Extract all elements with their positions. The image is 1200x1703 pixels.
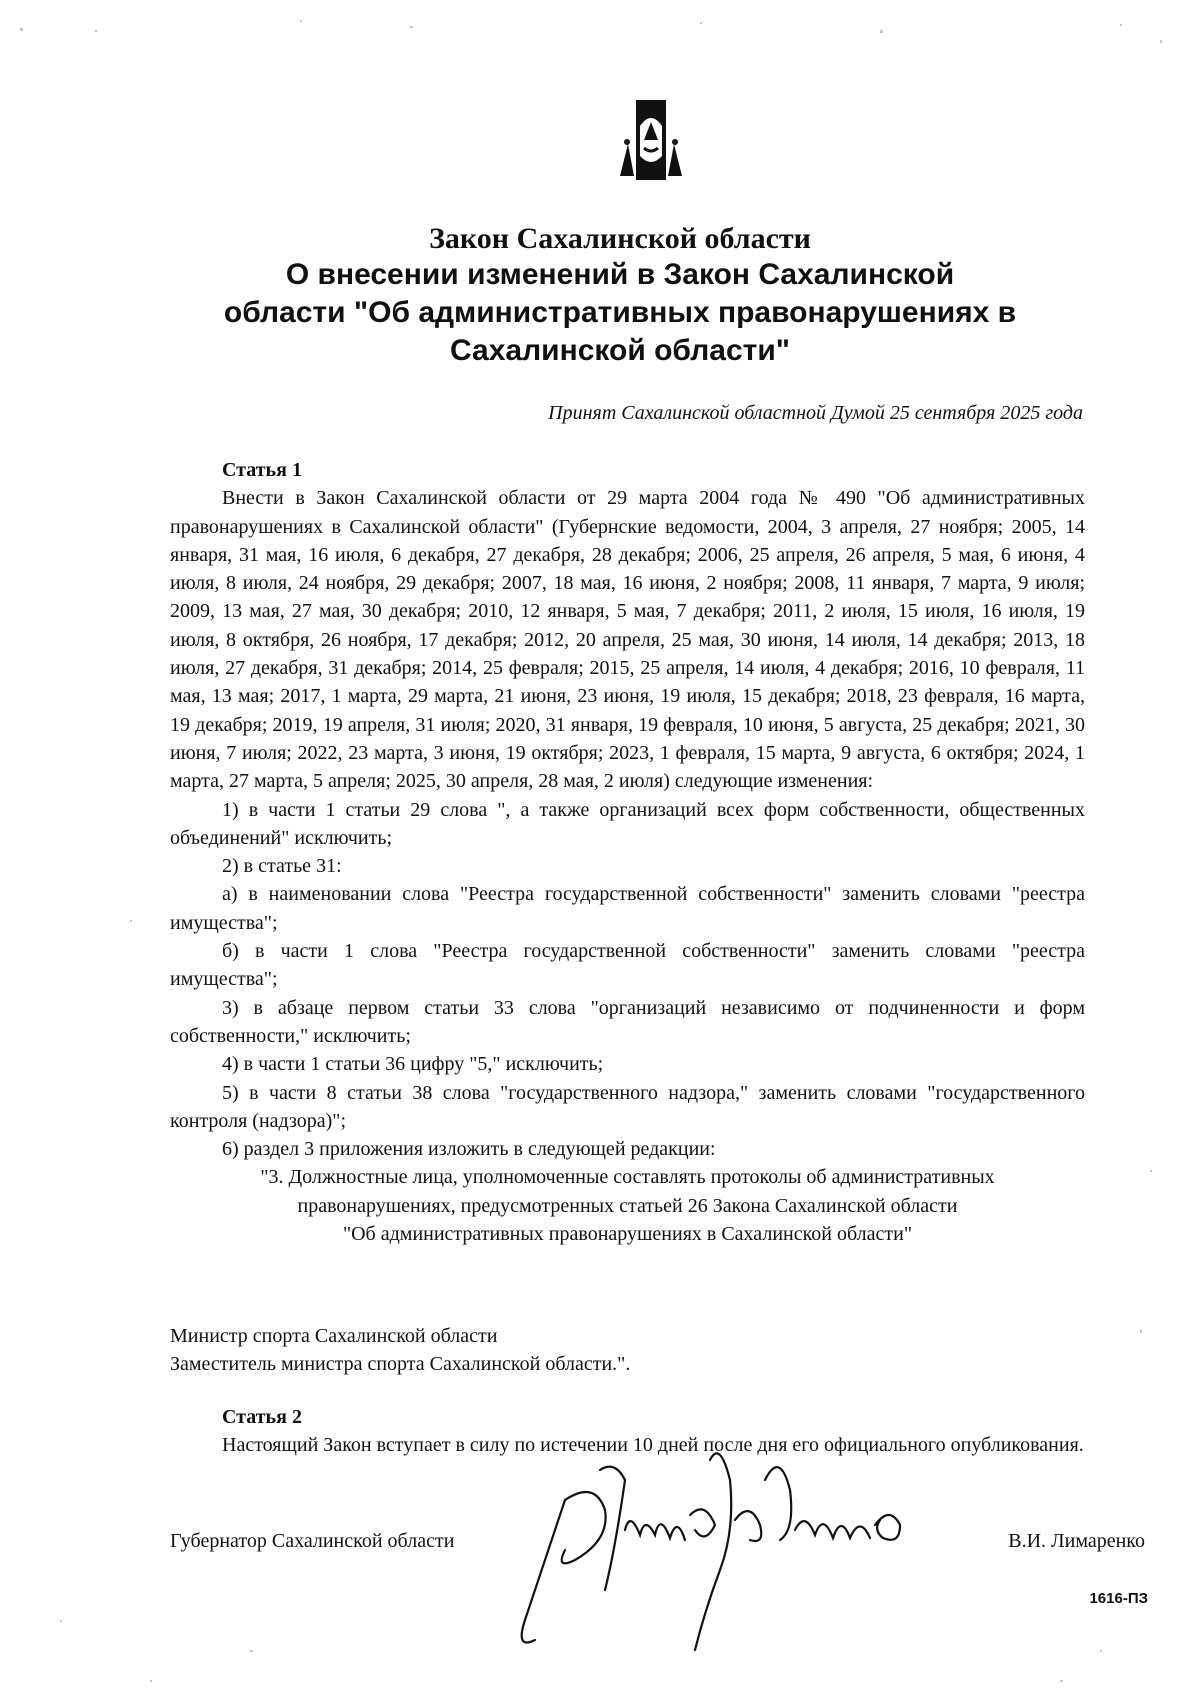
amendment-item: 4) в части 1 статьи 36 цифру "5," исключить; <box>222 1053 604 1076</box>
article-1-intro: Внести в Закон Сахалинской области от 29 марта 2004 года № 490 "Об административных правонарушениях в Сахалинской области" (Губернские ведомости, 2004, 3 апреля, 27 ноября; 2005, 14 января, 31 мая, 16 июля, 6 декабря, 27 декабря, 28 декабря; 2006, 25 апреля, 26 апреля, 5 мая, 6 июня, 4 июля, 8 июля, 24 ноября, 29 декабря; 2007, 18 мая, 16 июня, 2 ноября; 2008, 11 января, 7 марта, 9 июля; 2009, 13 мая, 27 мая, 30 декабря; 2010, 12 января, 5 мая, 7 декабря; 2011, 2 июля, 15 июля, 16 июля, 19 июля, 8 октября, 26 ноября, 17 декабря; 2012, 20 апреля, 25 мая, 30 июня, 14 июля, 14 декабря; 2013, 18 июля, 27 декабря, 31 декабря; 2014, 25 февраля; 2015, 25 апреля, 14 июля, 4 декабря; 2016, 10 февраля, 11 мая, 13 мая; 2017, 1 марта, 29 марта, 21 июня, 23 июня, 19 июля, 15 декабря; 2018, 23 февраля, 16 марта, 19 декабря; 2019, 19 апреля, 31 июля; 2020, 31 января, 19 февраля, 10 июня, 5 августа, 25 декабря; 2021, 30 июня, 7 июля; 2022, 23 марта, 3 июня, 19 октября; 2023, 1 февраля, 15 марта, 9 августа, 6 октября; 2024, 1 марта, 27 марта, 5 апреля; 2025, 30 апреля, 28 мая, 2 июля) следующие изменения: <box>170 487 1085 793</box>
officials-list <box>170 1322 630 1378</box>
law-subtitle-line: Сахалинской области" <box>449 334 790 367</box>
document-code: 1616-ПЗ <box>1089 1590 1148 1607</box>
handwritten-signature-icon <box>505 1420 965 1670</box>
amendment-item: б) в части 1 слова "Реестра государственной собственности" заменить словами "реестра имущества"; <box>170 940 1085 991</box>
article-2-heading: Статья 2 <box>222 1406 302 1428</box>
law-subtitle-line: области "Об административных правонарушениях в <box>223 296 1017 329</box>
governor-name: В.И. Лимаренко <box>1008 1530 1145 1552</box>
official-item: Министр спорта Сахалинской области <box>170 1325 498 1347</box>
official-item: Заместитель министра спорта Сахалинской области.". <box>170 1353 631 1375</box>
amendment-item: 6) раздел 3 приложения изложить в следующей редакции: <box>222 1138 716 1161</box>
appendix-heading-line: "Об административных правонарушениях в Сахалинской области" <box>342 1223 913 1246</box>
article-1 <box>170 456 1085 1248</box>
amendment-item: а) в наименовании слова "Реестра государственной собственности" заменить словами "реестра имущества"; <box>170 883 1085 934</box>
coat-of-arms-icon <box>618 96 684 188</box>
article-2-text: Настоящий Закон вступает в силу по истечении 10 дней после дня его официального опубликования. <box>222 1434 1084 1457</box>
amendment-item: 2) в статье 31: <box>222 855 342 878</box>
law-title: Закон Сахалинской области <box>429 222 811 255</box>
title-block <box>170 222 1070 370</box>
amendment-item: 5) в части 8 статьи 38 слова "государственного надзора," заменить словами "государственного контроля (надзора)"; <box>170 1081 1085 1132</box>
law-subtitle-line: О внесении изменений в Закон Сахалинской <box>285 258 955 291</box>
adoption-note: Принят Сахалинской областной Думой 25 сентября 2025 года <box>548 402 1083 424</box>
appendix-heading-line: правонарушениях, предусмотренных статьей 26 Закона Сахалинской области <box>297 1194 958 1217</box>
amendment-item: 3) в абзаце первом статьи 33 слова "организаций независимо от подчиненности и форм собственности," исключить; <box>170 996 1085 1047</box>
article-1-heading: Статья 1 <box>222 459 302 481</box>
appendix-heading-line: "3. Должностные лица, уполномоченные составлять протоколы об административных <box>260 1166 995 1189</box>
amendment-item: 1) в части 1 статьи 29 слова ", а также организаций всех форм собственности, общественных объединений" исключить; <box>170 798 1085 849</box>
governor-title: Губернатор Сахалинской области <box>170 1530 455 1552</box>
